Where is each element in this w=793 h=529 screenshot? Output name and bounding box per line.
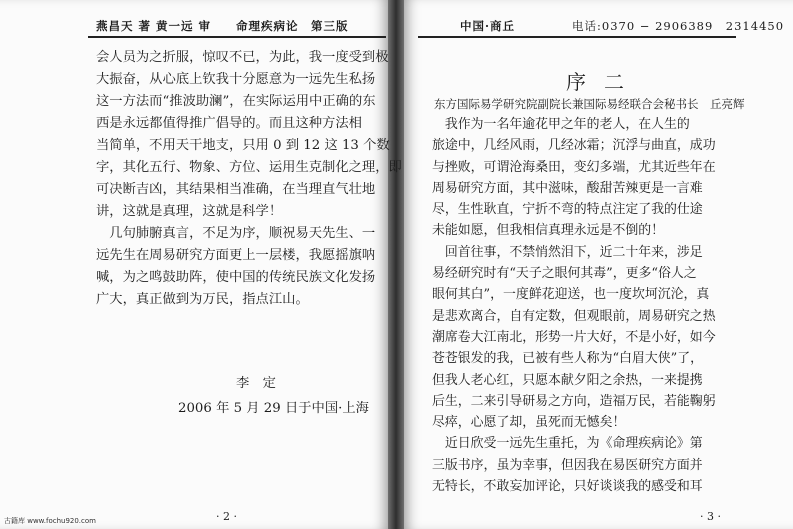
text-line: 周易研究方面，其中滋味，酸甜苦辣更是一言难 bbox=[432, 180, 703, 196]
text-line: 三版书序，虽为幸事，但因我在易医研究方面并 bbox=[432, 457, 703, 473]
text-line: 易经研究时有“天子之眼何其毒”，更多“俗人之 bbox=[432, 266, 697, 282]
right-body-text bbox=[432, 114, 716, 497]
text-line: 喊，为之鸣鼓助阵，使中国的传统民族文化发扬 bbox=[96, 270, 376, 285]
text-line: 眼何其白”，一度鲜花迎送，也一度坎坷沉沦，真 bbox=[432, 287, 710, 303]
text-line: 讲，这就是真理，这就是科学！ bbox=[96, 204, 283, 219]
right-header-phone: 电话:0370 − 2906389 2314450 bbox=[572, 19, 785, 33]
text-line: 回首往事，不禁悄然泪下，近二十年来，涉足 bbox=[432, 244, 703, 260]
left-running-header: 燕昌天 著 黄一远 审 命理疾病论 第三版 bbox=[96, 19, 349, 33]
text-line: 几句肺腑真言，不足为序，顺祝易天先生、一 bbox=[96, 226, 376, 241]
text-line: 大振奋，从心底上钦我十分愿意为一远先生私扬 bbox=[96, 72, 376, 87]
preface-title: 序二 bbox=[566, 70, 642, 94]
text-line: 字，其化五行、物象、方位、运用生克制化之理，即 bbox=[96, 160, 402, 175]
right-header-location: 中国·商丘 bbox=[460, 19, 516, 33]
text-line: 尽，生性耿直，宁折不弯的特点注定了我的仕途 bbox=[432, 202, 703, 218]
text-line: 远先生在周易研究方面更上一层楼，我愿摇旗呐 bbox=[96, 248, 376, 263]
right-page-number: · 3 · bbox=[700, 510, 721, 523]
text-line: 潮席卷大江南北，形势一片大好，不是小好，如今 bbox=[432, 329, 716, 345]
text-line: 尽瘁，心愿了却，虽死而无憾矣！ bbox=[432, 415, 626, 431]
text-line: 与挫败，可谓沧海桑田，变幻多端，尤其近些年在 bbox=[432, 159, 716, 175]
left-header-rule bbox=[88, 36, 386, 38]
signature-date: 2006 年 5 月 29 日于中国·上海 bbox=[178, 401, 369, 416]
text-line: 后生，二来引导研易之方向，造福万民，若能鞠躬 bbox=[432, 393, 716, 409]
text-line: 是悲欢离合，自有定数，但观眼前，周易研究之热 bbox=[432, 308, 716, 324]
text-line: 旅途中，几经风雨，几经冰霜；沉浮与曲直，成功 bbox=[432, 138, 716, 154]
text-line: 近日欣受一远先生重托，为《命理疾病论》第 bbox=[432, 436, 703, 452]
text-line: 苍苍银发的我，已被有些人称为“白眉大侠”了， bbox=[432, 351, 703, 367]
left-page-number: · 2 · bbox=[216, 510, 237, 523]
preface-author: 东方国际易学研究院副院长兼国际易经联合会秘书长 丘亮辉 bbox=[434, 97, 745, 111]
text-line: 当简单，不用天干地支，只用 0 到 12 这 13 个数 bbox=[96, 138, 390, 153]
text-line: 可决断吉凶，其结果相当准确，在当理直气壮地 bbox=[96, 182, 376, 197]
signature-name: 李 定 bbox=[236, 376, 276, 391]
text-line: 会人员为之折服，惊叹不已，为此，我一度受到极 bbox=[96, 50, 389, 65]
text-line: 广大，真正做到为万民，指点江山。 bbox=[96, 292, 309, 307]
text-line: 未能如愿，但我相信真理永远是不倒的！ bbox=[432, 223, 665, 239]
text-line: 西是永远都值得推广倡导的。而且这种方法相 bbox=[96, 116, 362, 131]
text-line: 无特长，不敢妄加评论，只好谈谈我的感受和耳 bbox=[432, 479, 703, 495]
text-line: 但我人老心红，只愿本献夕阳之余热，一来提携 bbox=[432, 372, 703, 388]
watermark: 古籍库 www.fochu920.com bbox=[4, 517, 96, 525]
left-body-text bbox=[96, 47, 402, 311]
right-header-rule bbox=[418, 36, 736, 38]
text-line: 这一方法而“推波助澜”，在实际运用中正确的东 bbox=[96, 94, 376, 109]
text-line: 我作为一名年逾花甲之年的老人，在人生的 bbox=[432, 117, 690, 132]
